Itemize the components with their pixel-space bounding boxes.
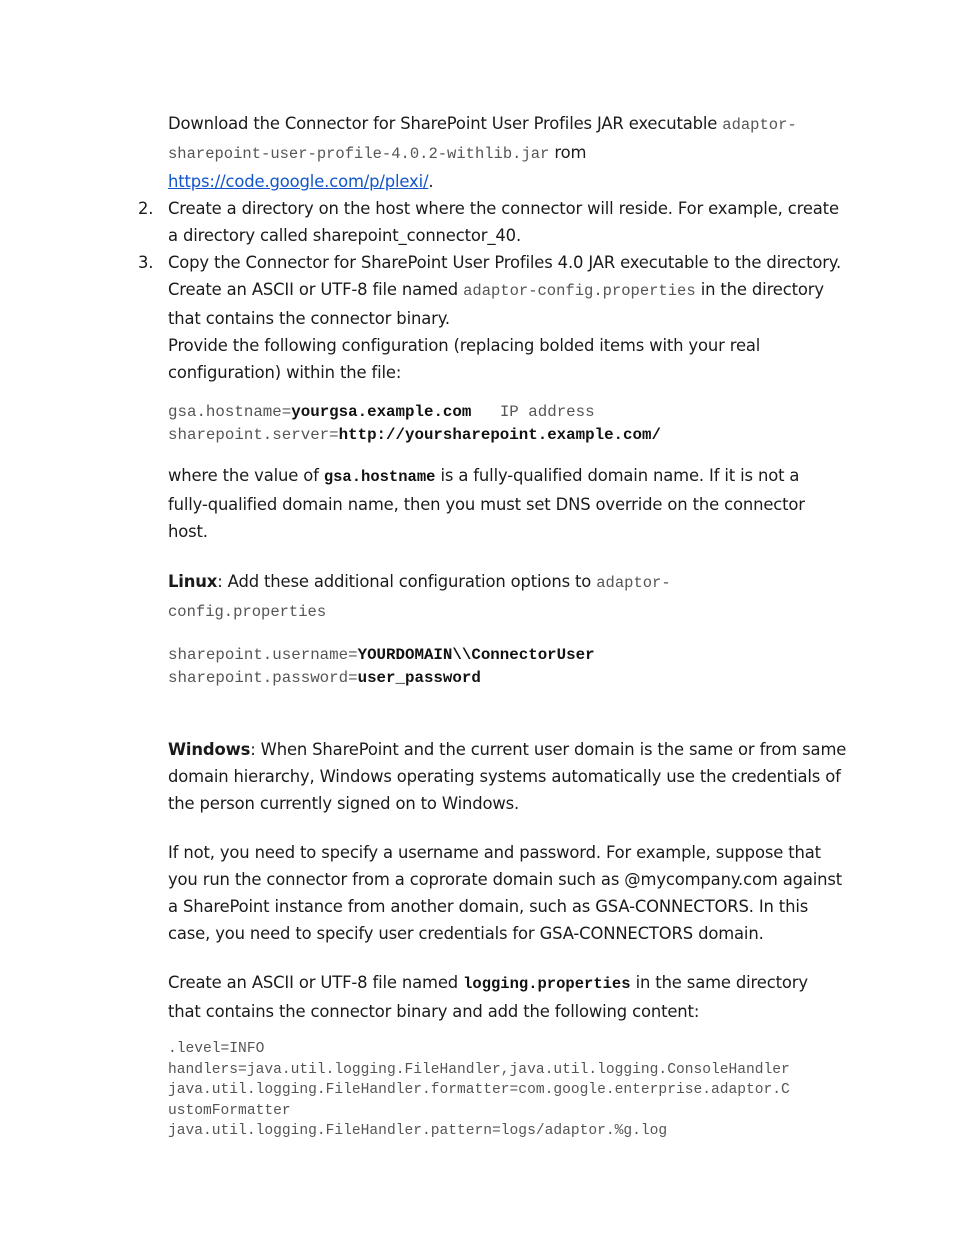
linux-text: : Add these additional configuration options to — [217, 572, 597, 591]
step-1-text: Download the Connector for SharePoint User Profiles JAR executable — [168, 114, 723, 133]
code-line: handlers=java.util.logging.FileHandler,java.util.logging.ConsoleHandler — [168, 1061, 790, 1078]
linux-code-block — [168, 644, 848, 690]
linux-filename-part2: config.properties — [168, 603, 327, 621]
credentials-line2: you run the connector from a coprorate domain such as @mycompany.com against — [168, 870, 843, 889]
windows-line3: the person currently signed on to Windows. — [168, 794, 520, 813]
code-line: java.util.logging.FileHandler.formatter=com.google.enterprise.adaptor.C — [168, 1082, 790, 1098]
step-1-period: . — [428, 172, 434, 191]
code-key: sharepoint.password= — [168, 669, 358, 687]
logging-line2: that contains the connector binary and add the following content: — [168, 1002, 700, 1021]
logging-filename: logging.properties — [463, 975, 631, 993]
step-3-create-text-b: in the directory — [695, 280, 824, 299]
code-value: user_password — [357, 669, 481, 687]
step-3 — [138, 249, 848, 386]
step-1 — [168, 110, 848, 195]
logging-section — [168, 969, 848, 1025]
step-3-create-line2: that contains the connector binary. — [168, 309, 450, 328]
hostname-note-line2: fully-qualified domain name, then you must set DNS override on the connector host. — [168, 495, 805, 541]
logging-text-b: in the same directory — [630, 973, 808, 992]
credentials-line1: If not, you need to specify a username and password. For example, suppose that — [168, 843, 821, 862]
linux-label: Linux — [168, 572, 218, 591]
linux-section — [168, 568, 848, 626]
step-2-line1: Create a directory on the host where the connector will reside. For example, create — [168, 199, 839, 218]
code-key: gsa.hostname= — [168, 403, 292, 421]
code-key: sharepoint.server= — [168, 426, 339, 444]
hostname-note — [168, 462, 848, 545]
config-code-block — [168, 401, 848, 447]
code-line: ustomFormatter — [168, 1102, 291, 1119]
step-2-line2: a directory called sharepoint_connector_40. — [168, 226, 521, 245]
code-note: IP address — [471, 403, 595, 421]
step-2-number: 2. — [138, 199, 154, 218]
document-content — [138, 110, 848, 1142]
code-line: .level=INFO — [168, 1041, 265, 1057]
logging-code-block — [168, 1039, 848, 1142]
step-3-line1: Copy the Connector for SharePoint User Profiles 4.0 JAR executable to the directory. — [168, 253, 842, 272]
code-value: YOURDOMAIN\\ConnectorUser — [357, 646, 595, 664]
step-1-text-b: rom — [549, 143, 587, 162]
windows-line2: domain hierarchy, Windows operating systems automatically use the credentials of — [168, 767, 841, 786]
step-2 — [138, 195, 848, 249]
logging-text: Create an ASCII or UTF-8 file named — [168, 973, 464, 992]
linux-filename-part1: adaptor- — [596, 574, 671, 592]
config-filename: adaptor-config.properties — [463, 282, 696, 300]
credentials-line3: a SharePoint instance from another domain, such as GSA-CONNECTORS. In this — [168, 897, 809, 916]
code-value: http://yoursharepoint.example.com/ — [338, 426, 661, 444]
hostname-note-text-b: is a fully-qualified domain name. If it is not a — [435, 466, 800, 485]
hostname-key: gsa.hostname — [323, 468, 436, 486]
credentials-line4: case, you need to specify user credentials for GSA-CONNECTORS domain. — [168, 924, 764, 943]
plexi-link[interactable]: https://code.google.com/p/plexi/ — [168, 172, 429, 191]
code-value: yourgsa.example.com — [291, 403, 472, 421]
windows-line1: : When SharePoint and the current user domain is the same or from same — [250, 740, 847, 759]
step-3-number: 3. — [138, 253, 154, 272]
jar-filename-part1: adaptor- — [722, 116, 797, 134]
step-3-provide-line1: Provide the following configuration (replacing bolded items with your real — [168, 336, 761, 355]
windows-label: Windows — [168, 740, 251, 759]
hostname-note-text: where the value of — [168, 466, 324, 485]
credentials-note — [168, 839, 848, 947]
code-line: java.util.logging.FileHandler.pattern=logs/adaptor.%g.log — [168, 1123, 668, 1139]
step-3-create-text: Create an ASCII or UTF-8 file named — [168, 280, 464, 299]
windows-section — [168, 736, 848, 817]
code-key: sharepoint.username= — [168, 646, 358, 664]
step-3-provide-line2: configuration) within the file: — [168, 363, 402, 382]
jar-filename-part2: sharepoint-user-profile-4.0.2-withlib.jar — [168, 145, 550, 163]
